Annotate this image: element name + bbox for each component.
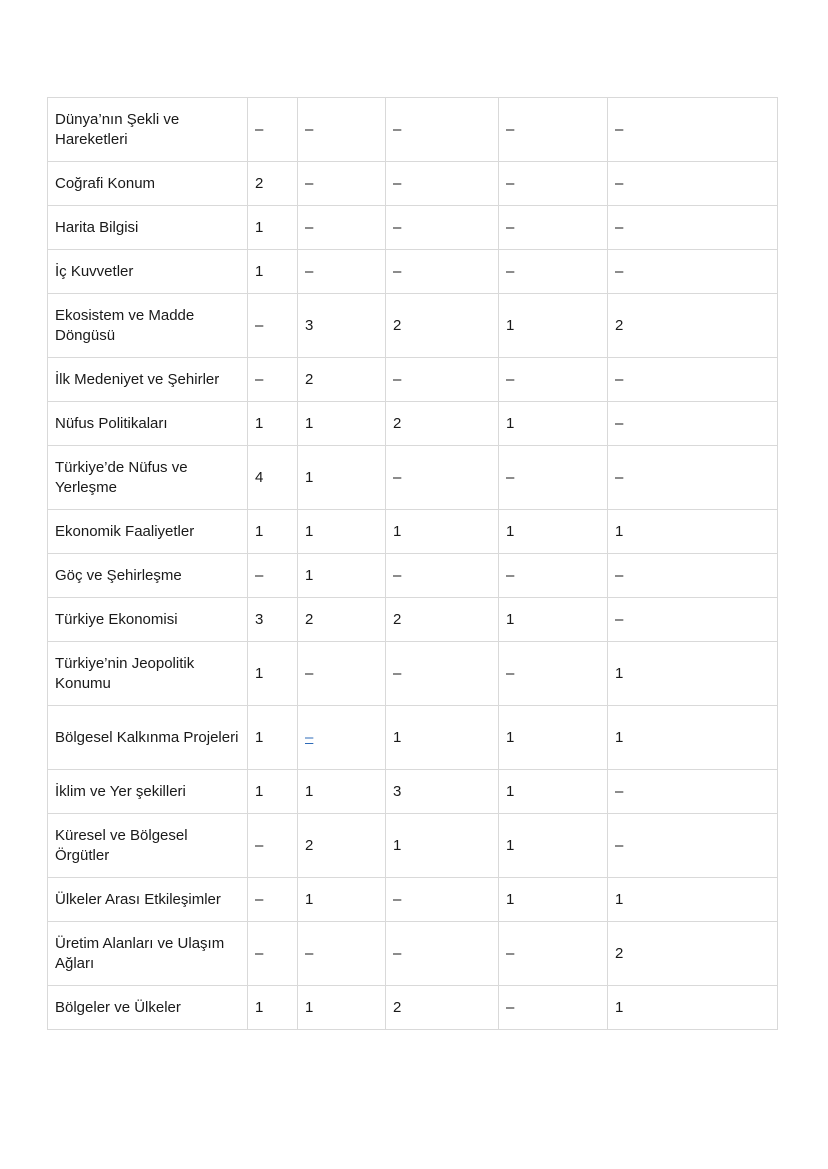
value-cell: – <box>248 554 298 598</box>
value-cell: 1 <box>608 642 778 706</box>
table-body <box>48 98 778 1030</box>
topic-cell: Türkiye’de Nüfus ve Yerleşme <box>48 446 248 510</box>
topic-cell: Ülkeler Arası Etkileşimler <box>48 878 248 922</box>
value-cell: – <box>499 554 608 598</box>
value-cell: 1 <box>499 770 608 814</box>
value-cell: 1 <box>499 878 608 922</box>
value-cell: – <box>608 770 778 814</box>
value-cell: – <box>298 162 386 206</box>
value-cell: 1 <box>298 770 386 814</box>
table-row <box>48 642 778 706</box>
value-cell: – <box>386 250 499 294</box>
value-cell: – <box>386 358 499 402</box>
value-cell: – <box>386 554 499 598</box>
value-cell: 1 <box>608 510 778 554</box>
topic-cell: Ekosistem ve Madde Döngüsü <box>48 294 248 358</box>
document-page <box>47 97 777 1030</box>
value-cell: 2 <box>298 358 386 402</box>
value-cell: – <box>386 162 499 206</box>
table-row <box>48 358 778 402</box>
value-cell: 3 <box>386 770 499 814</box>
value-cell: 2 <box>608 922 778 986</box>
value-cell: – <box>298 250 386 294</box>
value-cell: 1 <box>499 402 608 446</box>
table-row <box>48 162 778 206</box>
table-row <box>48 554 778 598</box>
value-cell: – <box>499 922 608 986</box>
value-cell: – <box>248 294 298 358</box>
topic-cell: Coğrafi Konum <box>48 162 248 206</box>
value-cell: 1 <box>248 642 298 706</box>
value-cell: – <box>608 554 778 598</box>
value-cell: – <box>386 642 499 706</box>
value-cell: 2 <box>298 598 386 642</box>
value-cell: 1 <box>248 250 298 294</box>
value-cell: – <box>248 922 298 986</box>
table-row <box>48 250 778 294</box>
value-cell: 2 <box>386 598 499 642</box>
table-row <box>48 598 778 642</box>
value-cell: 1 <box>386 706 499 770</box>
value-cell: 1 <box>386 814 499 878</box>
value-cell: – <box>298 642 386 706</box>
value-cell: – <box>499 358 608 402</box>
table-row <box>48 98 778 162</box>
value-cell: – <box>608 206 778 250</box>
value-cell: 1 <box>298 554 386 598</box>
value-cell: – <box>499 206 608 250</box>
value-cell: 1 <box>248 986 298 1030</box>
topic-cell: Nüfus Politikaları <box>48 402 248 446</box>
value-cell: – <box>298 922 386 986</box>
value-cell: 2 <box>386 294 499 358</box>
value-cell: 1 <box>298 986 386 1030</box>
value-cell: – <box>608 814 778 878</box>
value-cell: – <box>499 986 608 1030</box>
value-cell: 4 <box>248 446 298 510</box>
value-cell: – <box>499 250 608 294</box>
value-cell: 2 <box>248 162 298 206</box>
value-cell: – <box>248 358 298 402</box>
table-row <box>48 878 778 922</box>
value-cell: – <box>386 922 499 986</box>
table-row <box>48 510 778 554</box>
value-cell: 3 <box>248 598 298 642</box>
value-cell: 1 <box>248 402 298 446</box>
value-cell: – <box>386 446 499 510</box>
value-cell: – <box>298 206 386 250</box>
value-cell: – <box>608 98 778 162</box>
value-cell: – <box>248 814 298 878</box>
topic-cell: İlk Medeniyet ve Şehirler <box>48 358 248 402</box>
value-cell: 1 <box>499 706 608 770</box>
value-cell: – <box>386 98 499 162</box>
value-cell: 1 <box>608 706 778 770</box>
value-cell: 1 <box>248 770 298 814</box>
value-cell: – <box>608 162 778 206</box>
value-cell: 2 <box>298 814 386 878</box>
table-row <box>48 770 778 814</box>
topic-cell: Ekonomik Faaliyetler <box>48 510 248 554</box>
value-cell: – <box>608 402 778 446</box>
value-link[interactable]: – <box>305 728 314 746</box>
topic-cell: Bölgeler ve Ülkeler <box>48 986 248 1030</box>
topic-cell: Türkiye’nin Jeopolitik Konumu <box>48 642 248 706</box>
value-cell: – <box>386 878 499 922</box>
value-cell: 3 <box>298 294 386 358</box>
value-cell: 2 <box>386 986 499 1030</box>
topic-cell: Bölgesel Kalkınma Projeleri <box>48 706 248 770</box>
value-cell: 2 <box>386 402 499 446</box>
value-cell: – <box>386 206 499 250</box>
topic-cell: Üretim Alanları ve Ulaşım Ağları <box>48 922 248 986</box>
topic-cell: Türkiye Ekonomisi <box>48 598 248 642</box>
value-cell: 1 <box>608 986 778 1030</box>
topic-cell: Küresel ve Bölgesel Örgütler <box>48 814 248 878</box>
value-cell: – <box>608 358 778 402</box>
table-row <box>48 986 778 1030</box>
topic-cell: İklim ve Yer şekilleri <box>48 770 248 814</box>
value-cell: 1 <box>499 510 608 554</box>
topic-cell: Göç ve Şehirleşme <box>48 554 248 598</box>
table-row <box>48 294 778 358</box>
table-row <box>48 446 778 510</box>
value-cell: 1 <box>248 206 298 250</box>
value-cell: 2 <box>608 294 778 358</box>
value-cell: 1 <box>248 510 298 554</box>
value-cell: 1 <box>499 598 608 642</box>
value-cell: – <box>298 98 386 162</box>
value-cell: – <box>499 162 608 206</box>
value-cell: – <box>499 446 608 510</box>
value-cell: 1 <box>386 510 499 554</box>
value-cell: 1 <box>499 294 608 358</box>
table-row <box>48 206 778 250</box>
table-row <box>48 814 778 878</box>
value-cell: 1 <box>298 510 386 554</box>
topic-cell: İç Kuvvetler <box>48 250 248 294</box>
value-cell: – <box>608 446 778 510</box>
value-cell: – <box>248 98 298 162</box>
value-cell: – <box>248 878 298 922</box>
table-row <box>48 706 778 770</box>
value-cell: 1 <box>298 402 386 446</box>
value-cell: 1 <box>608 878 778 922</box>
topic-distribution-table <box>47 97 778 1030</box>
value-cell: – <box>608 598 778 642</box>
value-cell <box>298 706 386 770</box>
value-cell: 1 <box>298 446 386 510</box>
table-row <box>48 922 778 986</box>
value-cell: 1 <box>298 878 386 922</box>
value-cell: 1 <box>248 706 298 770</box>
value-cell: – <box>499 98 608 162</box>
topic-cell: Dünya’nın Şekli ve Hareketleri <box>48 98 248 162</box>
value-cell: – <box>608 250 778 294</box>
topic-cell: Harita Bilgisi <box>48 206 248 250</box>
table-row <box>48 402 778 446</box>
value-cell: – <box>499 642 608 706</box>
value-cell: 1 <box>499 814 608 878</box>
